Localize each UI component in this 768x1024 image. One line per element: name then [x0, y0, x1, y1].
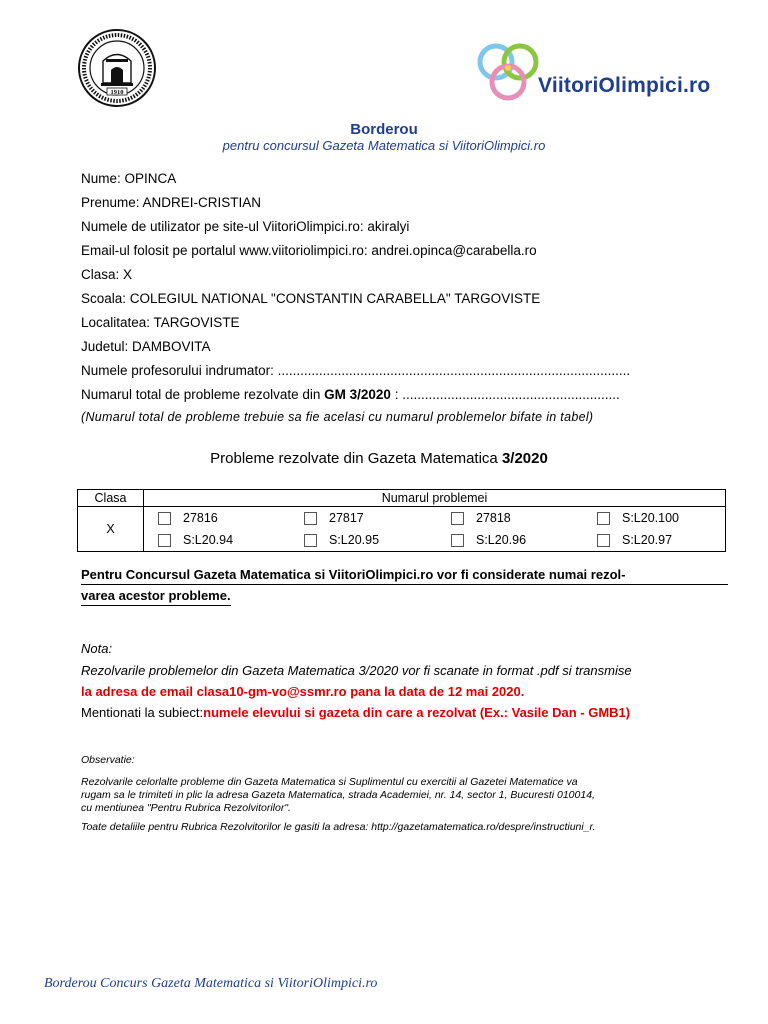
checkbox-box[interactable] [304, 534, 317, 547]
checkbox-box[interactable] [451, 512, 464, 525]
ssmr-seal-logo [77, 28, 157, 108]
warning-line-1: Pentru Concursul Gazeta Matematica si ViitoriOlimpici.ro vor fi considerate numai rezol- [81, 567, 728, 585]
observatie-line-1: Rezolvarile celorlalte probleme din Gazeta Matematica si Suplimentul cu exercitii al Gazetei Matematice va [81, 776, 578, 788]
checkbox-box[interactable] [451, 534, 464, 547]
checkbox-27816[interactable]: 27816 [158, 511, 218, 525]
observatie-line-4: Toate detaliile pentru Rubrica Rezolvitorilor le gasiti la adresa: http://gazetamatematica.ro/despre/instructiuni_r. [81, 821, 596, 833]
problems-title-text: Probleme rezolvate din Gazeta Matematica [210, 450, 502, 467]
nota-line-3: Mentionati la subiect:numele elevului si gazeta din care a rezolvat (Ex.: Vasile Dan - GMB1) [81, 705, 631, 720]
logo-text: ViitoriOlimpici.ro [538, 74, 711, 97]
checkbox-sl20-94[interactable]: S:L20.94 [158, 533, 233, 547]
observatie-label: Observatie: [81, 754, 135, 766]
total-prefix: Numarul total de probleme rezolvate din [81, 387, 325, 402]
field-clasa: Clasa: X [81, 267, 133, 282]
field-utilizator: Numele de utilizator pe site-ul ViitoriOlimpici.ro: akiralyi [81, 219, 410, 234]
total-suffix: : .......................................................... [390, 387, 620, 402]
observatie-line-3: cu mentiunea "Pentru Rubrica Rezolvitorilor". [81, 802, 291, 814]
cell-clasa: X [78, 507, 144, 552]
problems-table [77, 489, 726, 552]
checkbox-sl20-100[interactable]: S:L20.100 [597, 511, 679, 525]
field-scoala: Scoala: COLEGIUL NATIONAL "CONSTANTIN CARABELLA" TARGOVISTE [81, 291, 541, 306]
checkbox-27817[interactable]: 27817 [304, 511, 364, 525]
page-footer: Borderou Concurs Gazeta Matematica si ViitoriOlimpici.ro [44, 976, 378, 991]
field-nume: Nume: OPINCA [81, 171, 177, 186]
svg-text:1910: 1910 [110, 89, 124, 96]
checkbox-sl20-97[interactable]: S:L20.97 [597, 533, 672, 547]
checkbox-27818[interactable]: 27818 [451, 511, 511, 525]
cell-checkboxes [144, 507, 726, 552]
checkbox-box[interactable] [158, 534, 171, 547]
problems-title-issue: 3/2020 [501, 450, 548, 467]
table-row [78, 507, 726, 552]
checkbox-box[interactable] [158, 512, 171, 525]
problems-title [0, 450, 758, 467]
header-numar: Numarul problemei [144, 490, 726, 507]
nota-line-1: Rezolvarile problemelor din Gazeta Matematica 3/2020 vor fi scanate in format .pdf si transmise [81, 663, 632, 678]
total-gm: GM 3/2020 [324, 387, 391, 402]
total-note: (Numarul total de probleme trebuie sa fie acelasi cu numarul problemelor bifate in tabel) [81, 410, 594, 424]
header-clasa: Clasa [78, 490, 144, 507]
warning-line-2: varea acestor probleme. [81, 588, 231, 603]
field-email: Email-ul folosit pe portalul www.viitoriolimpici.ro: andrei.opinca@carabella.ro [81, 243, 537, 258]
checkbox-box[interactable] [597, 512, 610, 525]
checkbox-sl20-95[interactable]: S:L20.95 [304, 533, 379, 547]
checkbox-sl20-96[interactable]: S:L20.96 [451, 533, 526, 547]
viitoriolimpici-logo [476, 40, 736, 108]
field-localitatea: Localitatea: TARGOVISTE [81, 315, 240, 330]
document-subtitle: pentru concursul Gazeta Matematica si ViitoriOlimpici.ro [222, 138, 546, 153]
table-header-row [78, 490, 726, 507]
checkbox-box[interactable] [597, 534, 610, 547]
checkbox-box[interactable] [304, 512, 317, 525]
field-prenume: Prenume: ANDREI-CRISTIAN [81, 195, 262, 210]
nota-line-3-red: numele elevului si gazeta din care a rezolvat (Ex.: Vasile Dan - GMB1) [203, 705, 631, 720]
field-total-probleme [81, 387, 620, 402]
field-profesor: Numele profesorului indrumator: .............................................................................................. [81, 363, 631, 378]
nota-line-2: la adresa de email clasa10-gm-vo@ssmr.ro pana la data de 12 mai 2020. [81, 684, 525, 699]
nota-label: Nota: [81, 641, 113, 656]
observatie-line-2: rugam sa le trimiteti in plic la adresa Gazeta Matematica, strada Academiei, nr. 14, sector 1, Bucuresti 010014, [81, 789, 595, 801]
document-title: Borderou [350, 121, 418, 138]
field-judetul: Judetul: DAMBOVITA [81, 339, 211, 354]
